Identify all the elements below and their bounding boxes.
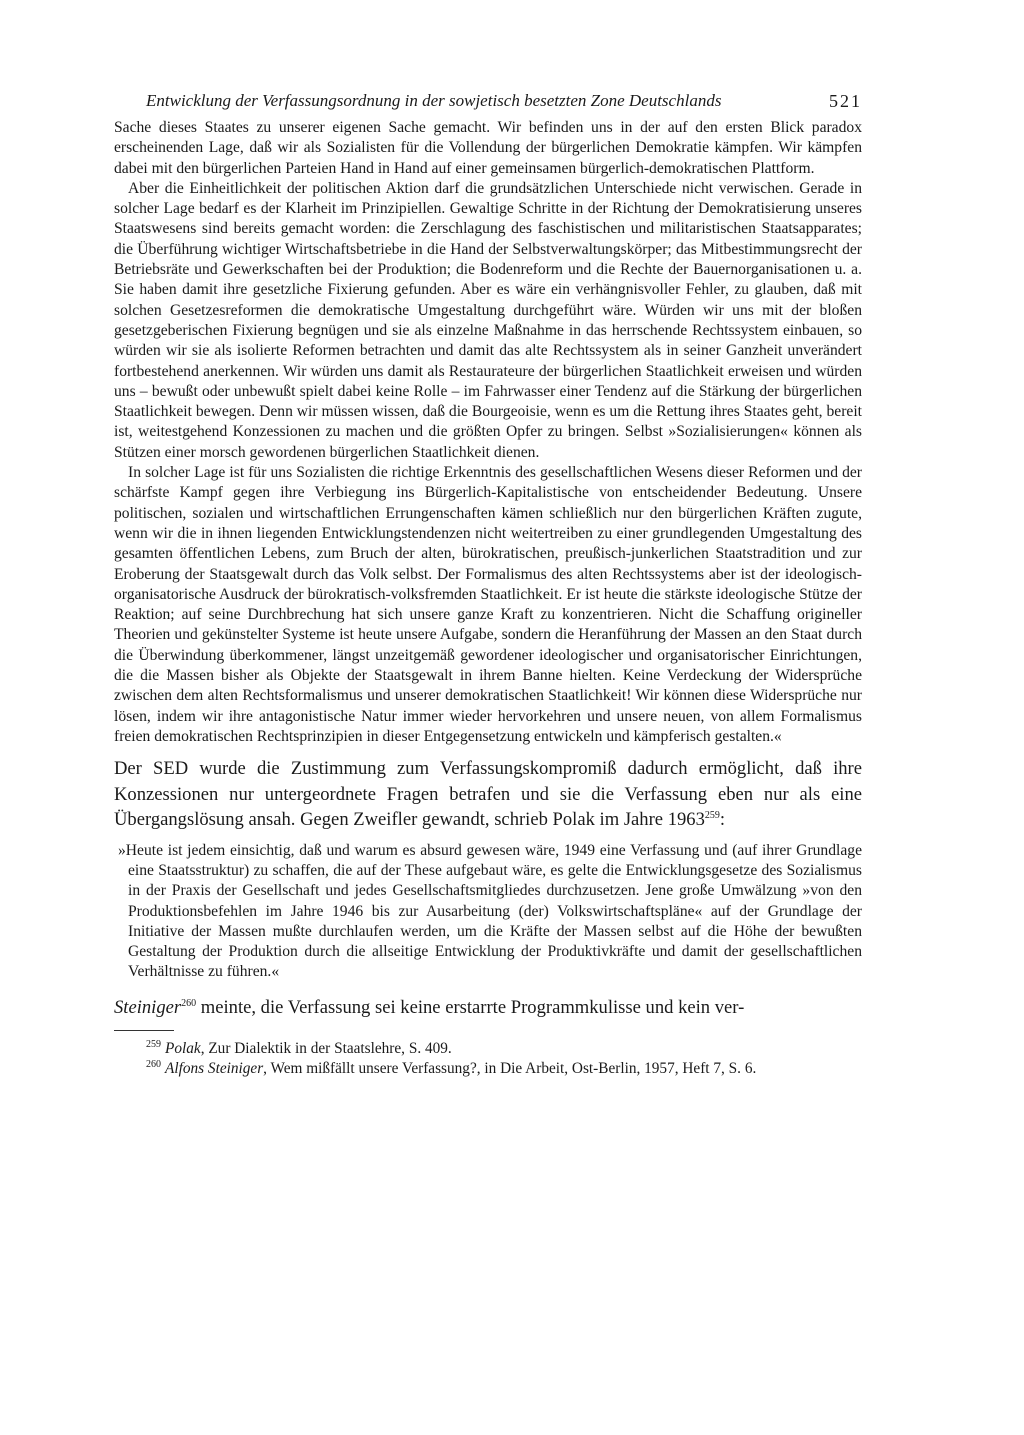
body-author: Steiniger <box>114 996 182 1018</box>
footnote-reference[interactable]: 260 <box>181 997 197 1009</box>
quote-block <box>118 841 862 983</box>
body-paragraph <box>114 756 862 833</box>
footnote-number: 259 <box>146 1039 161 1051</box>
running-head <box>114 86 862 116</box>
quote-paragraph: »Heute ist jedem einsichtig, daß und warum es absurd gewesen wäre, 1949 eine Verfassung und (auf ihrer Grundlage eine Staatsstruktur) zu schaffen, die auf der These aufgebaut wäre, es gelte die Entwicklungsgesetze des Sozialismus in der Praxis der Gesellschaft und jedes Gesellschaftsmitgliedes durchzusetzen. Jene große Umwälzung »von den Produktionsbefehlen im Jahre 1946 bis zur Ausarbeitung (der) Volkswirtschaftspläne« auf der Grundlage der Initiative der Massen mußte durchlaufen werden, um die Kräfte der Massen selbst auf die Höhe der bewußten Gestaltung der Produktion durch die allseitige Entwicklung der Produktivkräfte und damit der gesellschaftlichen Verhältnisse zu führen.« <box>118 841 862 981</box>
footnote-author: Polak <box>165 1040 201 1058</box>
quote-block <box>114 118 862 747</box>
footnote-text: , Zur Dialektik in der Staatslehre, S. 409. <box>200 1040 452 1058</box>
footnotes <box>114 1039 862 1079</box>
running-title: Entwicklung der Verfassungsordnung in der sowjetisch besetzten Zone Deutschlands <box>146 91 722 110</box>
footnote-text: , Wem mißfällt unsere Verfassung?, in Die Arbeit, Ost-Berlin, 1957, Heft 7, S. 6. <box>263 1060 757 1078</box>
page-number: 521 <box>829 91 862 111</box>
footnote-divider <box>114 1030 174 1031</box>
body-text-suffix: : <box>719 809 726 831</box>
document-page <box>114 86 862 1079</box>
body-text: meinte, die Verfassung sei keine erstarrte Programmkulisse und kein ver- <box>196 996 745 1018</box>
footnote <box>114 1039 862 1059</box>
footnote-number: 260 <box>146 1059 161 1071</box>
footnote-author: Alfons Steiniger <box>165 1060 264 1078</box>
footnote-reference[interactable]: 259 <box>704 810 720 822</box>
quote-paragraph: Sache dieses Staates zu unserer eigenen Sache gemacht. Wir befinden uns in der auf den ersten Blick paradox erscheinenden Lage, daß wir als Sozialisten für die Vollendung der bürgerlichen Demokratie kämpfen. Wir kämpfen dabei mit den bürgerlichen Parteien Hand in Hand auf einer gemeinsamen bürgerlich-demokratischen Plattform. <box>114 119 862 177</box>
body-paragraph <box>114 995 862 1021</box>
body-text: Der SED wurde die Zustimmung zum Verfassungskompromiß dadurch ermöglicht, daß ihre Konzessionen nur untergeordnete Fragen betrafen und sie die Verfassung eben nur als eine Übergangslösung ansah. Gegen Zweifler gewandt, schrieb Polak im Jahre 1963 <box>114 758 862 831</box>
quote-paragraph: In solcher Lage ist für uns Sozialisten die richtige Erkenntnis des gesellschaftlichen Wesens dieser Reformen und der schärfste Kampf gegen ihre Verbiegung ins Bürgerlich-Kapitalistische von entscheidender Bedeutung. Unsere politischen, sozialen und wirtschaftlichen Errungenschaften kämen schließlich nur den bürgerlichen Kräften zugute, wenn wir die in ihnen liegenden Entwicklungstendenzen nicht weitertreiben zu einer grundlegenden Umgestaltung des gesamten öffentlichen Lebens, zum Bruch der alten, bürokratischen, preußisch-junkerlichen Staatstradition und zur Eroberung der Staatsgewalt durch das Volk selbst. Der Formalismus des alten Rechtssystems aber ist der ideologisch-organisatorische Ausdruck der bürokratisch-volksfremden Staatlichkeit. Er ist heute die stärkste ideologische Stütze der Reaktion; auf seine Durchbrechung hat sich unsere ganze Kraft zu konzentrieren. Nicht die Schaffung origineller Theorien und gekünstelter Systeme ist heute unsere Aufgabe, sondern die Heranführung der Massen an den Staat durch die Überwindung überkommener, längst unzeitgemäß gewordener ideologischer und organisatorischer Einrichtungen, die die Massen bisher als Objekte der Staatsgewalt in ihrem Banne hielten. Keine Verdeckung der Widersprüche zwischen dem alten Rechtsformalismus und unserer demokratischen Staatlichkeit! Wir können diese Widersprüche nur lösen, indem wir ihre antagonistische Natur immer wieder hervorkehren und unsere neuen, von allem Formalismus freien demokratischen Rechtsprinzipien in dieser Entgegensetzung entwickeln und kämpferisch gestalten.« <box>114 464 862 745</box>
quote-paragraph: Aber die Einheitlichkeit der politischen Aktion darf die grundsätzlichen Unterschiede nicht verwischen. Gerade in solcher Lage bedarf es der Klarheit im Prinzipiellen. Gewaltige Schritte in der Richtung der Demokratisierung unseres Staatswesens sind bereits gemacht worden: die Zerschlagung des faschistischen und militaristischen Staatsapparates; die Überführung wichtiger Wirtschaftsbetriebe in die Hand der Selbstverwaltungskörper; das Mitbestimmungsrecht der Betriebsräte und Gewerkschaften bei der Produktion; die Bodenreform und die Rechte der Bauernorganisationen u. a. Sie haben damit ihre gesetzliche Fixierung gefunden. Aber es wäre ein verhängnisvoller Fehler, zu glauben, daß mit solchen Gesetzesreformen die demokratische Umgestaltung durchgeführt wäre. Würden wir uns mit der bloßen gesetzgeberischen Fixierung begnügen und sie als einzelne Maßnahme in das herrschende Rechtssystem einbauen, so würden wir sie als isolierte Reformen betrachten und damit das alte Rechtssystem als in seiner Ganzheit unverändert fortbestehend anerkennen. Wir würden uns damit als Restaurateure der bürgerlichen Staatlichkeit erweisen und würden uns – bewußt oder unbewußt spielt dabei keine Rolle – im Fahrwasser einer Tendenz auf die Stärkung der bürgerlichen Staatlichkeit bewegen. Denn wir müssen wissen, daß die Bourgeoisie, wenn es um die Rettung ihres Staates geht, bereit ist, weitestgehend Konzessionen zu machen und die größten Opfer zu bringen. Selbst »Sozialisierungen« können als Stützen einer morsch gewordenen bürgerlichen Staatlichkeit dienen. <box>114 179 862 461</box>
footnote <box>114 1059 862 1079</box>
